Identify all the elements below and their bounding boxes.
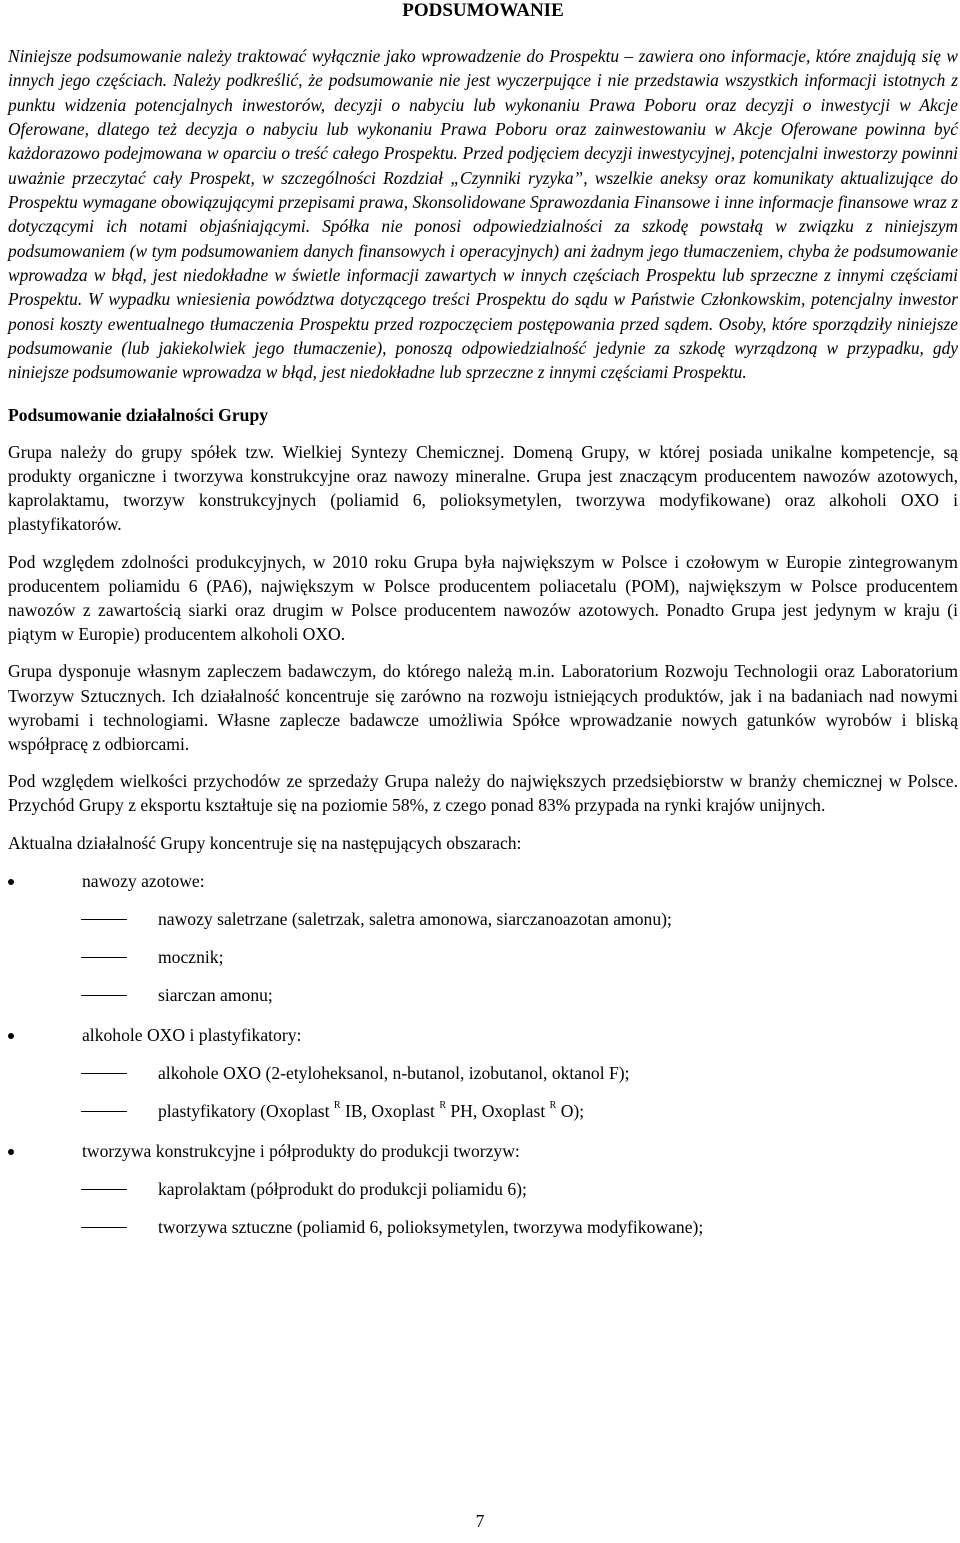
paragraph-production-capacity: Pod względem zdolności produkcyjnych, w 2010 roku Grupa była największym w Polsce i czołowym w Europie zintegrowanym producentem poliamidu 6 (PA6), największym w Polsce producentem poliacetalu (POM), największym w Polsce producentem nawozów z zawartością siarki oraz drugim w Polsce producentem nawozów azotowych. Ponadto Grupa jest jedynym w kraju (i piątym w Europie) producentem alkoholi OXO. [8, 551, 958, 645]
list-item [8, 869, 958, 893]
sublist-item-label: nawozy saletrzane (saletrzak, saletra amonowa, siarczanoazotan amonu); [158, 908, 672, 929]
areas-list [8, 869, 958, 1239]
brand-name: Oxoplast [371, 1100, 435, 1121]
dash-icon [81, 957, 127, 958]
list-item-label: nawozy azotowe: [82, 870, 205, 891]
sublist-container [8, 1061, 958, 1123]
sublist-item-label: kaprolaktam (półprodukt do produkcji poliamidu 6); [158, 1178, 527, 1199]
sublist-item-label [8, 1099, 958, 1123]
bullet-icon [8, 1149, 14, 1155]
bullet-icon [8, 879, 14, 885]
sublist-item-label: siarczan amonu; [158, 984, 273, 1005]
registered-mark: R [549, 1100, 557, 1111]
dash-icon [81, 919, 127, 920]
paragraph-areas-intro: Aktualna działalność Grupy koncentruje się na następujących obszarach: [8, 832, 522, 853]
sublist-item-label: alkohole OXO (2-etyloheksanol, n-butanol, izobutanol, oktanol F); [158, 1062, 630, 1083]
sublist-item-label: mocznik; [158, 946, 224, 967]
page-title: PODSUMOWANIE [402, 0, 564, 21]
sublist-item [8, 945, 958, 969]
sublist-item-label: tworzywa sztuczne (poliamid 6, polioksymetylen, tworzywa modyfikowane); [158, 1216, 704, 1237]
dash-icon [81, 1227, 127, 1228]
brand-name: Oxoplast [481, 1100, 546, 1121]
page-number: 7 [475, 1511, 485, 1531]
list-item [8, 1023, 958, 1047]
sublist-item [8, 1099, 958, 1123]
sublist-item [8, 983, 958, 1007]
paragraph-revenue: Pod względem wielkości przychodów ze sprzedaży Grupa należy do największych przedsiębiorstw w branży chemicznej w Polsce. Przychód Grupy z eksportu kształtuje się na poziomie 58%, z czego ponad 83% przypada na rynki krajów unijnych. [8, 771, 958, 816]
sublist-oxo-alcohols [8, 1061, 958, 1123]
dash-icon [81, 1073, 127, 1074]
bullet-icon [8, 1033, 14, 1039]
list-item [8, 1139, 958, 1163]
dash-icon [81, 1189, 127, 1190]
variant-text: IB, [340, 1100, 372, 1121]
registered-mark: R [439, 1100, 446, 1111]
plastifiers-prefix: plastyfikatory ( [158, 1100, 266, 1121]
registered-mark: R [333, 1100, 341, 1111]
dash-icon [81, 1111, 127, 1112]
sublist-nitrogen-fertilizers [8, 907, 958, 1007]
sublist-container [8, 1177, 958, 1239]
paragraph-research-base: Grupa dysponuje własnym zapleczem badawczym, do którego należą m.in. Laboratorium Rozwoju Technologii oraz Laboratorium Tworzyw Sztucznych. Ich działalność koncentruje się zarówno na rozwoju istniejących produktów, jak i na badaniach nad nowymi wyrobami i technologiami. Własne zaplecze badawcze umożliwia Spółce wprowadzanie nowych gatunków wyrobów i bliską współpracę z odbiorcami. [8, 661, 958, 755]
dash-icon [81, 995, 127, 996]
sublist-item [8, 1215, 958, 1239]
paragraph-group-profile: Grupa należy do grupy spółek tzw. Wielkiej Syntezy Chemicznej. Domeną Grupy, w której posiada unikalne kompetencje, są produkty organiczne i tworzywa konstrukcyjne oraz nawozy mineralne. Grupa jest znaczącym producentem nawozów azotowych, kaprolaktamu, tworzyw konstrukcyjnych (poliamid 6, polioksymetylen, tworzywa modyfikowane) oraz alkoholi OXO i plastyfikatorów. [8, 441, 958, 535]
intro-disclaimer: Niniejsze podsumowanie należy traktować wyłącznie jako wprowadzenie do Prospektu – zawiera ono informacje, które znajdują się w innych jego częściach. Należy podkreślić, że podsumowanie nie jest wyczerpujące i nie przedstawia wszystkich informacji istotnych z punktu widzenia potencjalnych inwestorów, decyzji o nabyciu lub wykonaniu Prawa Poboru oraz decyzji o inwestycji w Akcje Oferowane, dlatego też decyzja o nabyciu lub wykonaniu Prawa Poboru oraz zainwestowaniu w Akcje Oferowane powinna być każdorazowo podejmowana w oparciu o treść całego Prospektu. Przed podjęciem decyzji inwestycyjnej, potencjalni inwestorzy powinni uważnie przeczytać cały Prospekt, w szczególności Rozdział „Czynniki ryzyka”, wszelkie aneksy oraz komunikaty aktualizujące do Prospektu wymagane obowiązującymi przepisami prawa, Skonsolidowane Sprawozdania Finansowe i inne informacje finansowe wraz z dotyczącymi ich notami objaśniającymi. Spółka nie ponosi odpowiedzialności za szkodę powstałą w związku z niniejszym podsumowaniem (w tym podsumowaniem danych finansowych i operacyjnych) ani żadnym jego tłumaczeniem, chyba że podsumowanie wprowadza w błąd, jest niedokładne w świetle informacji zawartych w innych częściach Prospektu lub sprzeczne z innymi częściami Prospektu. W wypadku wniesienia powództwa dotyczącego treści Prospektu do sądu w Państwie Członkowskim, potencjalny inwestor ponosi koszty ewentualnego tłumaczenia Prospektu przed rozpoczęciem postępowania przed sądem. Osoby, które sporządziły niniejsze podsumowanie (lub jakiekolwiek jego tłumaczenie), ponoszą odpowiedzialność jedynie za szkodę wyrządzoną w przypadku, gdy niniejsze podsumowanie wprowadza w błąd, jest niedokładne lub sprzeczne z innymi częściami Prospektu. [8, 46, 958, 383]
sublist-container [8, 907, 958, 1007]
brand-name: Oxoplast [265, 1100, 330, 1121]
variant-text: O); [556, 1100, 585, 1121]
sublist-item [8, 1061, 958, 1085]
variant-text: PH, [446, 1100, 482, 1121]
list-item-label: alkohole OXO i plastyfikatory: [82, 1024, 302, 1045]
document-page [8, 0, 958, 1239]
section-heading: Podsumowanie działalności Grupy [8, 404, 269, 425]
sublist-item [8, 907, 958, 931]
sublist-plastics [8, 1177, 958, 1239]
sublist-item [8, 1177, 958, 1201]
list-item-label: tworzywa konstrukcyjne i półprodukty do produkcji tworzyw: [82, 1140, 520, 1161]
